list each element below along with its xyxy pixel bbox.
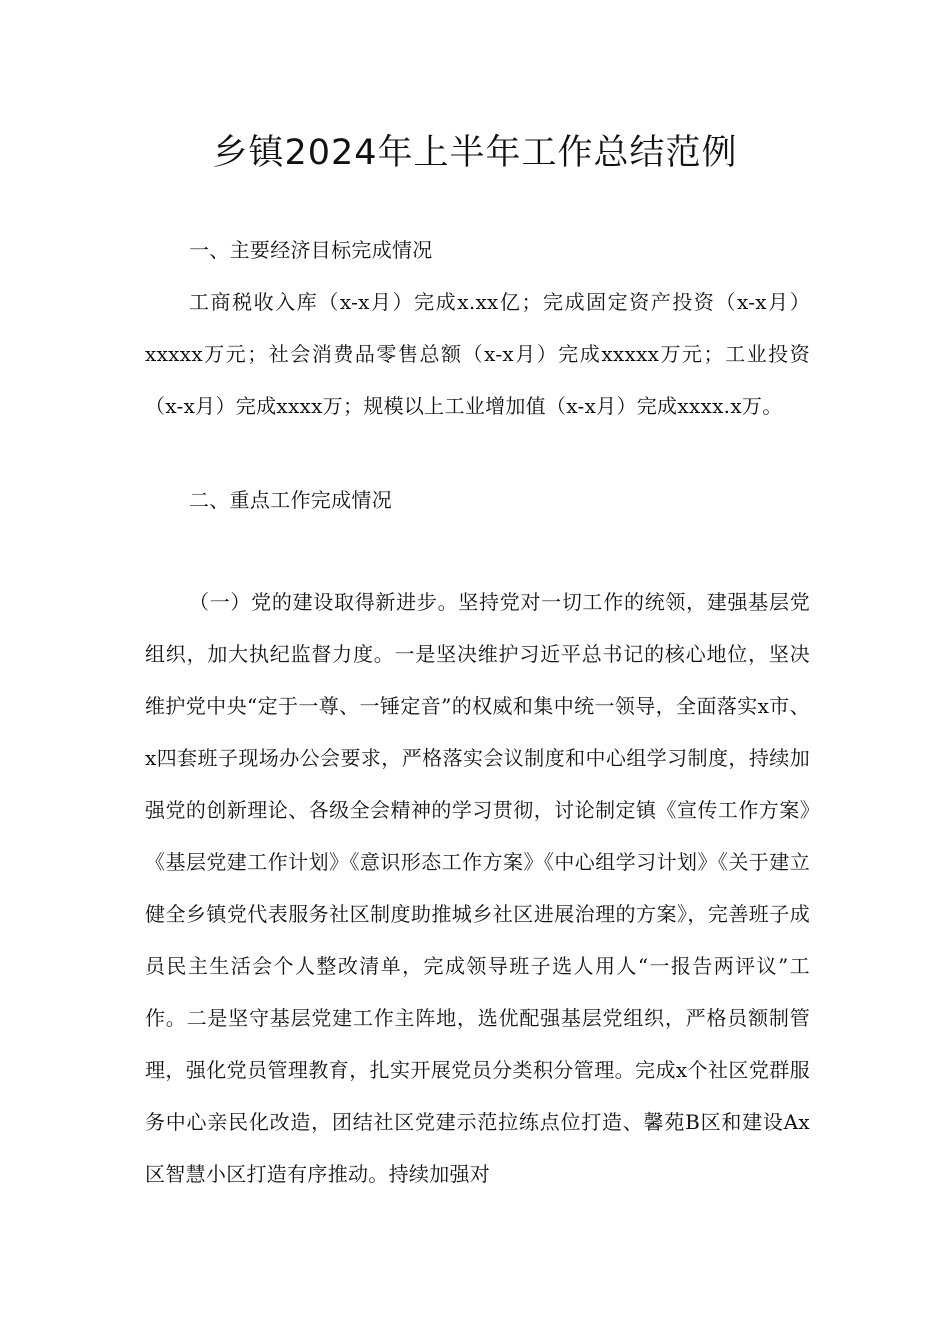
section-heading-economic-targets: 一、主要经济目标完成情况 xyxy=(189,238,433,262)
document-title: 乡镇2024年上半年工作总结范例 xyxy=(212,133,738,173)
section-paragraph-party-building: （一）党的建设取得新进步。坚持党对一切工作的统领，建强基层党组织，加大执纪监督力度。一是坚决维护习近平总书记的核心地位，坚决维护党中央“定于一尊、一锤定音”的权威和集中统一领导，全面落实x市、x四套班子现场办公会要求，严格落实会议制度和中心组学习制度，持续加强党的创新理论、各级全会精神的学习贯彻，讨论制定镇《宣传工作方案》《基层党建工作计划》《意识形态工作方案》《中心组学习计划》《关于建立健全乡镇党代表服务社区制度助推城乡社区进展治理的方案》，完善班子成员民主生活会个人整改清单，完成领导班子选人用人“一报告两评议”工作。二是坚守基层党建工作主阵地，选优配强基层党组织，严格员额制管理，强化党员管理教育，扎实开展党员分类积分管理。完成x个社区党群服务中心亲民化改造，团结社区党建示范拉练点位打造、馨苑B区和建设Ax区智慧小区打造有序推动。持续加强对 xyxy=(145,590,810,1186)
section-heading-key-work: 二、重点工作完成情况 xyxy=(189,488,392,512)
section-paragraph-economic-targets: 工商税收入库（x-x月）完成x.xx亿；完成固定资产投资（x-x月）xxxxx万元；社会消费品零售总额（x-x月）完成xxxxx万元；工业投资（x-x月）完成xxxx万；规模以上工业增加值（x-x月）完成xxxx.x万。 xyxy=(145,290,810,418)
